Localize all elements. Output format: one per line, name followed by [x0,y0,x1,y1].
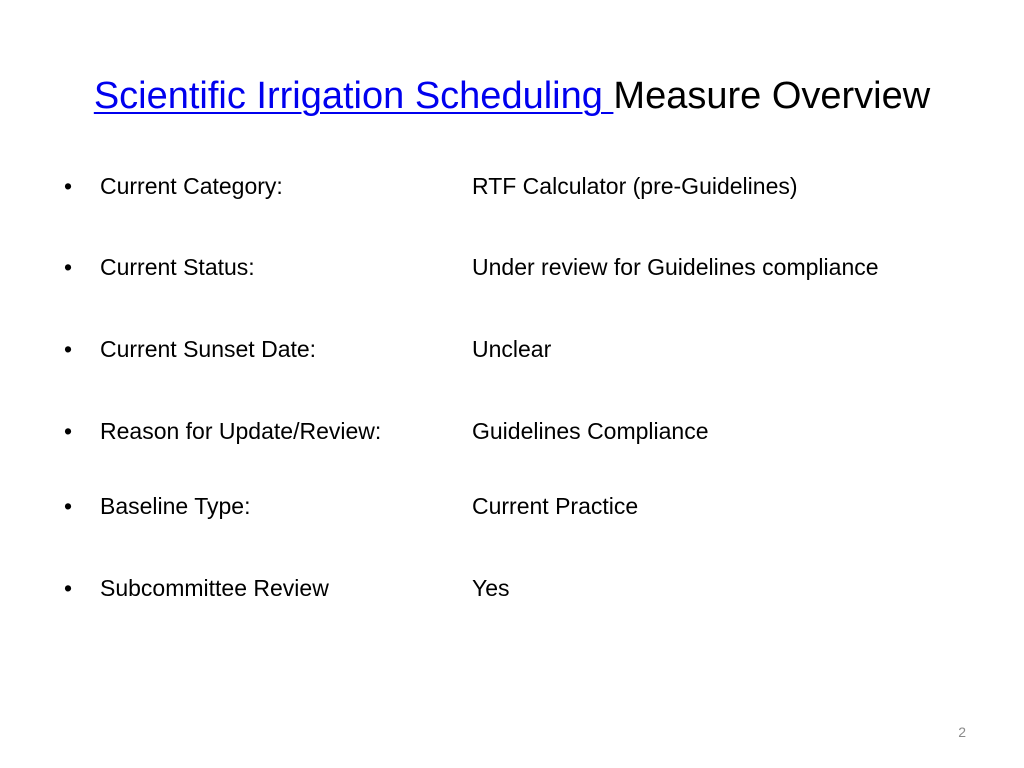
list-item [0,249,1024,285]
item-label: Current Status: [100,254,255,280]
item-value: Unclear [472,336,552,362]
bullet-icon: • [63,493,73,519]
page-number: 2 [958,724,966,740]
item-label: Reason for Update/Review: [100,418,382,444]
item-value: Guidelines Compliance [472,418,709,444]
item-value: Yes [472,575,510,601]
list-item [0,570,1024,606]
list-item [0,331,1024,367]
item-label: Current Category: [100,173,283,199]
bullet-icon: • [63,575,73,601]
item-label: Baseline Type: [100,493,251,519]
list-item [0,168,1024,204]
item-value: Current Practice [472,493,639,519]
item-value: RTF Calculator (pre-Guidelines) [472,173,798,199]
bullet-icon: • [63,336,73,362]
list-item [0,488,1024,524]
list-item [0,413,1024,449]
bullet-icon: • [63,173,73,199]
title-text: Measure Overview [613,75,931,117]
item-label: Current Sunset Date: [100,336,317,362]
bullet-icon: • [63,254,73,280]
item-value: Under review for Guidelines compliance [472,254,879,280]
bullet-icon: • [63,418,73,444]
title-link[interactable]: Scientific Irrigation Scheduling [93,75,614,117]
item-label: Subcommittee Review [100,575,329,601]
